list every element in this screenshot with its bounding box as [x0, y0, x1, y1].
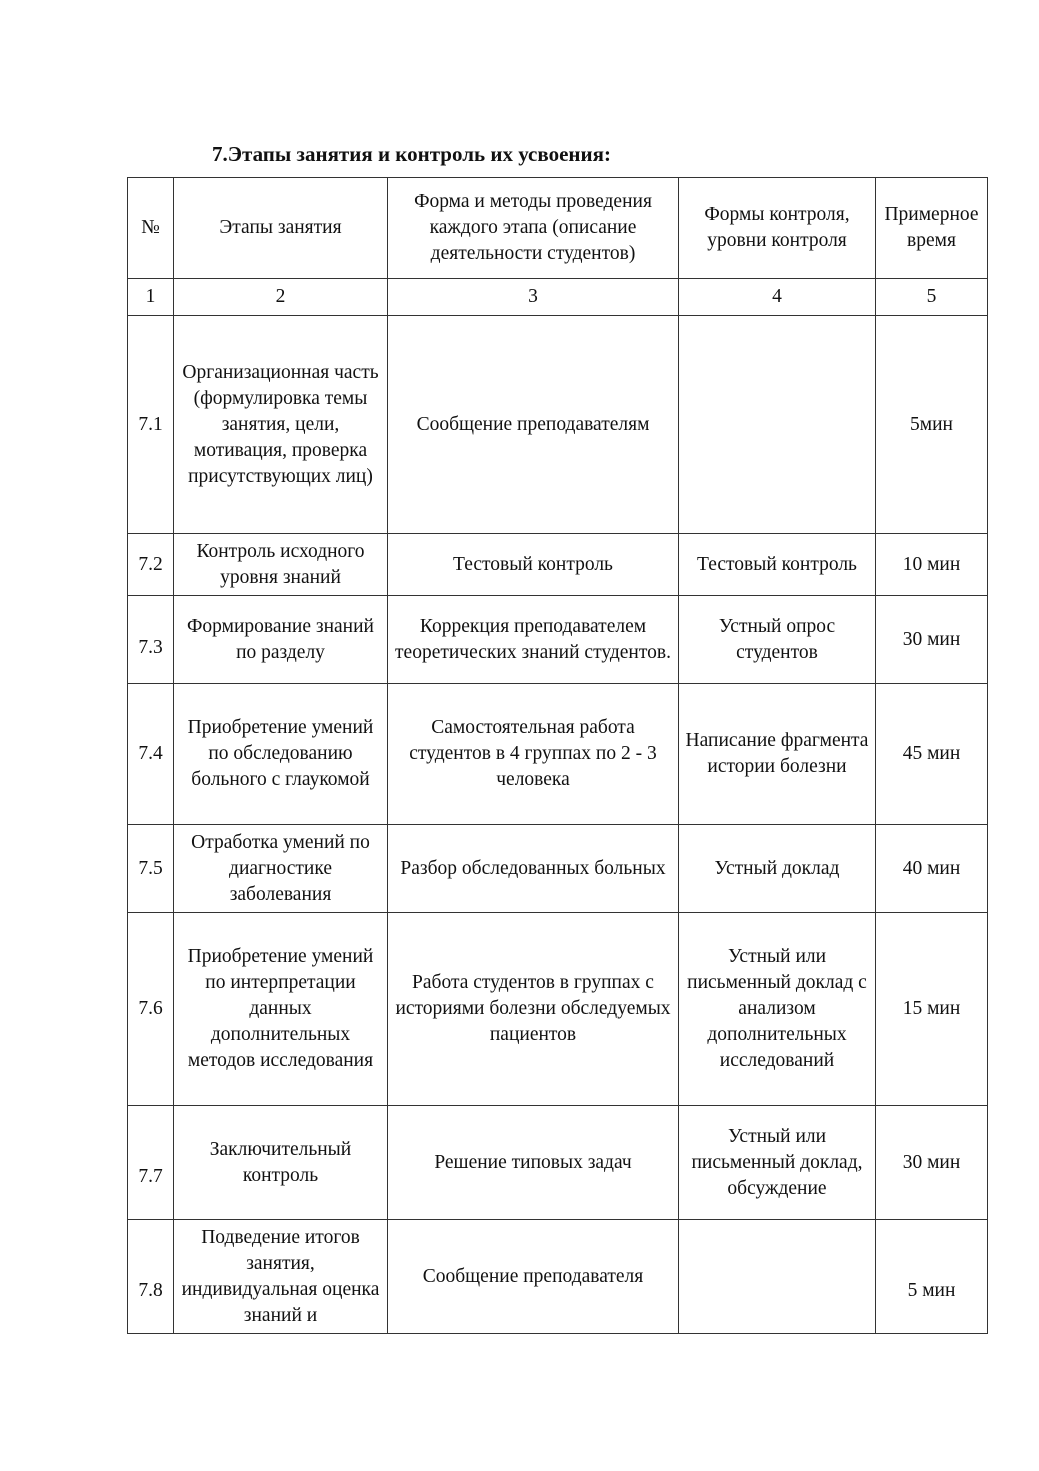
row-num: 7.3	[128, 596, 174, 684]
row-num: 7.2	[128, 534, 174, 596]
row-num: 7.6	[128, 913, 174, 1106]
header-num: №	[128, 178, 174, 279]
row-stage: Отработка умений по диагностике заболевания	[174, 825, 388, 913]
row-form: Решение типовых задач	[388, 1106, 679, 1220]
lesson-stages-table	[127, 177, 988, 1334]
row-control: Устный опрос студентов	[679, 596, 876, 684]
row-form: Разбор обследованных больных	[388, 825, 679, 913]
table-row	[128, 913, 988, 1106]
row-control: Устный или письменный доклад с анализом дополнительных исследований	[679, 913, 876, 1106]
row-control	[679, 1220, 876, 1334]
table-row	[128, 1220, 988, 1334]
row-stage: Формирование знаний по разделу	[174, 596, 388, 684]
row-num: 7.1	[128, 316, 174, 534]
table-row	[128, 316, 988, 534]
row-control	[679, 316, 876, 534]
table-row	[128, 684, 988, 825]
row-stage: Контроль исходного уровня знаний	[174, 534, 388, 596]
row-time: 15 мин	[876, 913, 988, 1106]
column-number: 3	[388, 279, 679, 316]
row-control: Устный доклад	[679, 825, 876, 913]
row-time: 45 мин	[876, 684, 988, 825]
row-form: Сообщение преподавателям	[388, 316, 679, 534]
header-time: Примерное время	[876, 178, 988, 279]
header-form: Форма и методы проведения каждого этапа (описание деятельности студентов)	[388, 178, 679, 279]
table-header-row	[128, 178, 988, 279]
row-control: Устный или письменный доклад, обсуждение	[679, 1106, 876, 1220]
column-number: 5	[876, 279, 988, 316]
row-form: Работа студентов в группах с историями болезни обследуемых пациентов	[388, 913, 679, 1106]
row-time: 10 мин	[876, 534, 988, 596]
column-number: 4	[679, 279, 876, 316]
row-control: Тестовый контроль	[679, 534, 876, 596]
row-form: Сообщение преподавателя	[388, 1220, 679, 1334]
column-number: 1	[128, 279, 174, 316]
row-num: 7.7	[128, 1106, 174, 1220]
header-stage: Этапы занятия	[174, 178, 388, 279]
row-stage: Заключительный контроль	[174, 1106, 388, 1220]
row-time: 30 мин	[876, 596, 988, 684]
row-time: 5 мин	[876, 1220, 988, 1334]
table-row	[128, 1106, 988, 1220]
page-title: 7.Этапы занятия и контроль их усвоения:	[212, 142, 611, 166]
table-row	[128, 596, 988, 684]
row-stage: Организационная часть (формулировка темы занятия, цели, мотивация, проверка присутствующих лиц)	[174, 316, 388, 534]
row-stage: Приобретение умений по обследованию больного с глаукомой	[174, 684, 388, 825]
row-form: Коррекция преподавателем теоретических знаний студентов.	[388, 596, 679, 684]
row-num: 7.5	[128, 825, 174, 913]
row-num: 7.8	[128, 1220, 174, 1334]
row-stage: Подведение итогов занятия, индивидуальная оценка знаний и	[174, 1220, 388, 1334]
header-control: Формы контроля, уровни контроля	[679, 178, 876, 279]
table-row	[128, 825, 988, 913]
row-form: Тестовый контроль	[388, 534, 679, 596]
row-stage: Приобретение умений по интерпретации данных дополнительных методов исследования	[174, 913, 388, 1106]
row-time: 30 мин	[876, 1106, 988, 1220]
row-time: 40 мин	[876, 825, 988, 913]
row-time: 5мин	[876, 316, 988, 534]
column-number-row	[128, 279, 988, 316]
row-form: Самостоятельная работа студентов в 4 группах по 2 - 3 человека	[388, 684, 679, 825]
column-number: 2	[174, 279, 388, 316]
row-num: 7.4	[128, 684, 174, 825]
table-row	[128, 534, 988, 596]
row-control: Написание фрагмента истории болезни	[679, 684, 876, 825]
